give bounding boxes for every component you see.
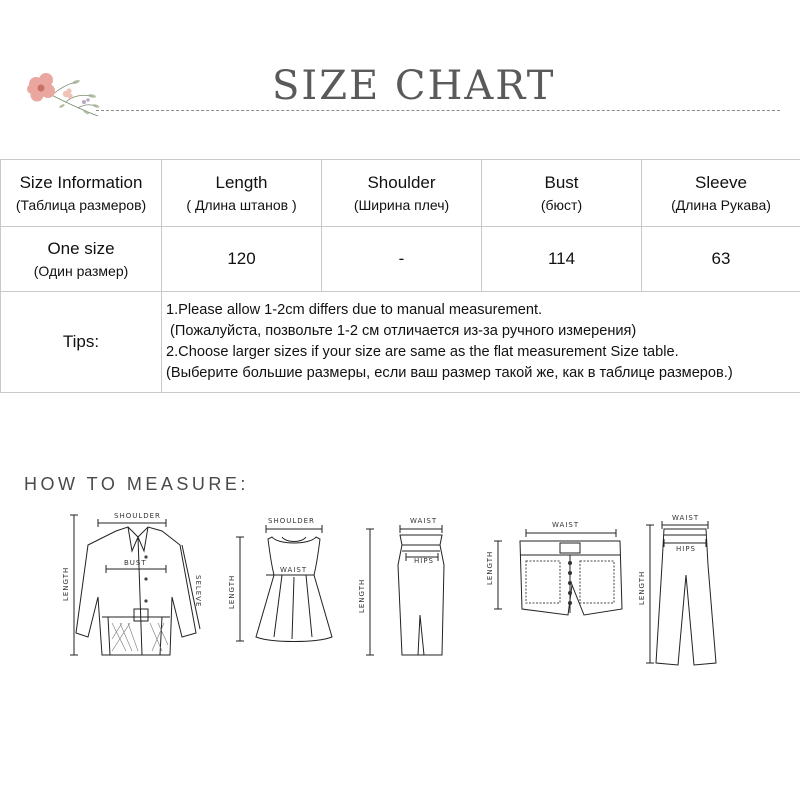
- how-to-measure-title: HOW TO MEASURE:: [24, 474, 249, 494]
- tips-label: Tips:: [62, 332, 100, 351]
- jacket-length-label: LENGTH: [62, 566, 70, 601]
- skirt-length-label: LENGTH: [358, 578, 366, 613]
- header-main: Shoulder: [367, 173, 436, 192]
- flower-decoration-icon: [22, 62, 106, 122]
- dress-waist-label: WAIST: [280, 566, 308, 574]
- header-cell-length: [162, 160, 322, 227]
- value-sleeve: 63: [711, 249, 731, 268]
- pants-waist-label: WAIST: [672, 514, 700, 522]
- jacket-bust-label: BUST: [124, 559, 147, 567]
- tips-content-cell: [162, 292, 800, 393]
- pants-diagram: [636, 505, 736, 670]
- header-main: Bust: [544, 173, 579, 192]
- header-sub: (Ширина плеч): [353, 197, 450, 213]
- header-sub: (Таблица размеров): [15, 197, 147, 213]
- size-label-sub: (Один размер): [33, 263, 129, 279]
- table-row-one-size: [1, 227, 800, 292]
- size-label: One size: [47, 239, 115, 258]
- header-sub: (бюст): [540, 197, 583, 213]
- value-cell-sleeve: [642, 227, 800, 292]
- title-divider: [96, 110, 780, 111]
- jacket-sleeve-label: SELEVE: [194, 575, 202, 608]
- tip-line: 1.Please allow 1-2cm differs due to manual measurement.: [166, 302, 543, 318]
- tip-line: 2.Choose larger sizes if your size are same as the flat measurement Size table.: [166, 344, 679, 360]
- header-main: Length: [215, 173, 268, 192]
- page-title: SIZE CHART: [272, 63, 556, 109]
- value-cell-bust: [482, 227, 642, 292]
- jacket-diagram: [58, 505, 208, 670]
- pants-hips-label: HIPS: [676, 545, 696, 553]
- header-cell-shoulder: [322, 160, 482, 227]
- header: [0, 0, 800, 130]
- header-main: Sleeve: [695, 173, 747, 192]
- dress-diagram: [226, 505, 346, 670]
- shorts-waist-label: WAIST: [552, 521, 580, 529]
- shorts-length-label: LENGTH: [486, 550, 494, 585]
- shorts-diagram: [486, 505, 636, 670]
- jacket-shoulder-label: SHOULDER: [114, 512, 161, 520]
- header-cell-size-information: [1, 160, 162, 227]
- value-cell-length: [162, 227, 322, 292]
- value-cell-shoulder: [322, 227, 482, 292]
- dress-shoulder-label: SHOULDER: [268, 517, 315, 525]
- header-cell-bust: [482, 160, 642, 227]
- tips-label-cell: [1, 292, 162, 393]
- table-row-tips: [1, 292, 800, 393]
- table-header-row: [1, 160, 800, 227]
- header-main: Size Information: [19, 173, 143, 192]
- header-cell-sleeve: [642, 160, 800, 227]
- skirt-waist-label: WAIST: [410, 517, 438, 525]
- header-sub: (Длина Рукава): [671, 197, 771, 213]
- header-sub: ( Длина штанов ): [186, 197, 297, 213]
- size-label-cell: [1, 227, 162, 292]
- dress-length-label: LENGTH: [228, 574, 236, 609]
- tip-line: (Пожалуйста, позвольте 1-2 см отличается из-за ручного измерения): [166, 323, 637, 339]
- size-table: [0, 159, 800, 393]
- value-bust: 114: [547, 249, 576, 268]
- skirt-diagram: [348, 505, 458, 670]
- value-shoulder: -: [398, 249, 405, 268]
- skirt-hips-label: HIPS: [414, 557, 434, 565]
- pants-length-label: LENGTH: [638, 570, 646, 605]
- garment-diagrams: [0, 505, 800, 675]
- value-length: 120: [227, 249, 256, 268]
- tip-line: (Выберите большие размеры, если ваш размер такой же, как в таблице размеров.): [166, 365, 733, 381]
